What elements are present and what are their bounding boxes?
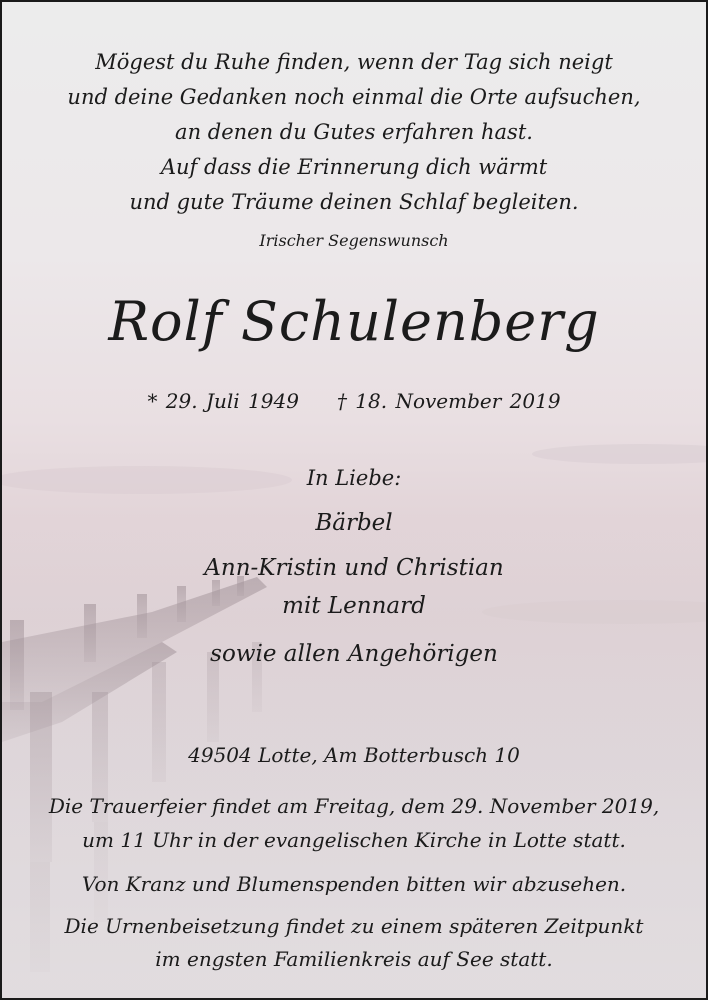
- address: 49504 Lotte, Am Botterbusch 10: [188, 743, 520, 767]
- poem-line: an denen du Gutes erfahren hast.: [175, 120, 533, 144]
- obituary-text: [2, 2, 706, 998]
- mourner-line: Ann-Kristin und Christian: [204, 555, 504, 581]
- poem-source: Irischer Segenswunsch: [259, 231, 449, 250]
- burial-line: im engsten Familienkreis auf See statt.: [155, 947, 553, 971]
- service-line: um 11 Uhr in der evangelischen Kirche in Lotte statt.: [82, 828, 626, 852]
- mourner-line: sowie allen Angehörigen: [210, 641, 498, 667]
- mourner-line: mit Lennard: [282, 593, 426, 619]
- in-love-label: In Liebe:: [306, 466, 402, 490]
- death-date: † 18. November 2019: [336, 389, 561, 413]
- poem-line: und deine Gedanken noch einmal die Orte aufsuchen,: [67, 85, 641, 109]
- birth-date: * 29. Juli 1949: [147, 389, 299, 413]
- life-dates: [2, 389, 706, 413]
- flowers-note: Von Kranz und Blumenspenden bitten wir abzusehen.: [81, 872, 627, 896]
- poem-line: Mögest du Ruhe finden, wenn der Tag sich neigt: [95, 50, 613, 74]
- mourner-line: Bärbel: [315, 510, 393, 536]
- deceased-name: Rolf Schulenberg: [108, 290, 600, 353]
- poem-line: und gute Träume deinen Schlaf begleiten.: [129, 190, 579, 214]
- burial-line: Die Urnenbeisetzung findet zu einem späteren Zeitpunkt: [64, 914, 644, 938]
- poem-line: Auf dass die Erinnerung dich wärmt: [160, 155, 548, 179]
- service-line: Die Trauerfeier findet am Freitag, dem 29. November 2019,: [48, 794, 660, 818]
